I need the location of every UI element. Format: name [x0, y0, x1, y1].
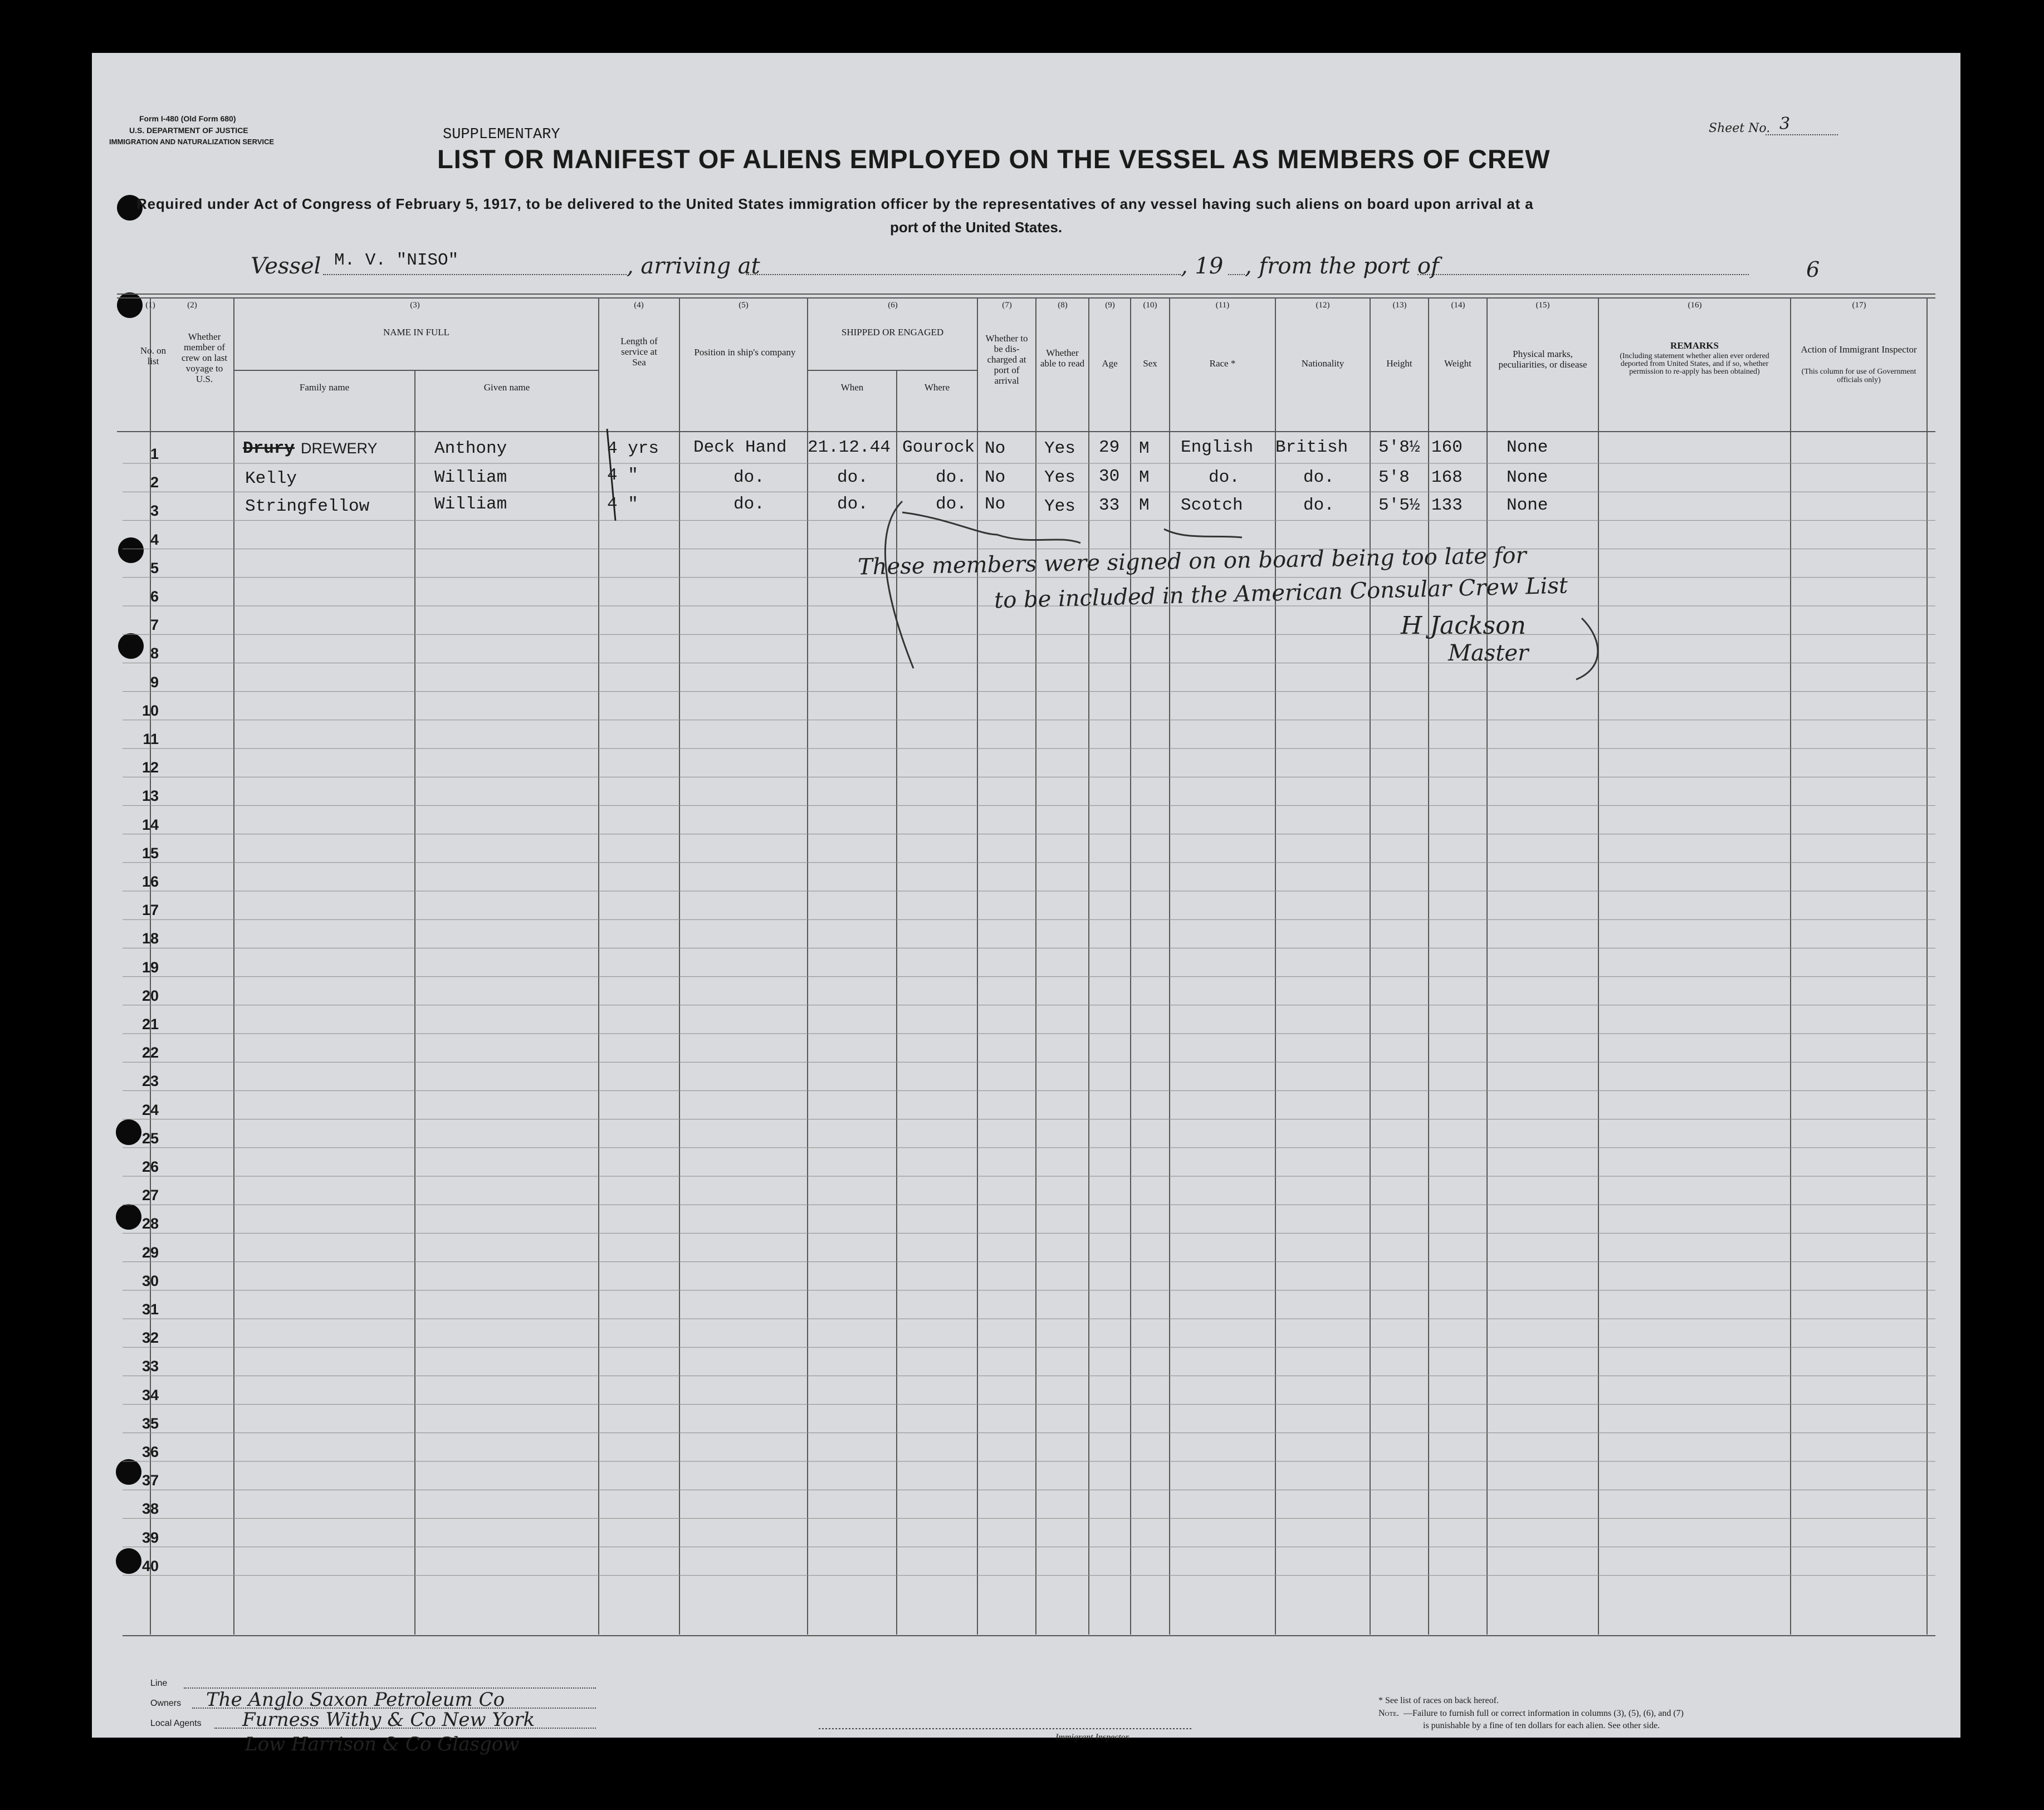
able-to-read: Yes — [1044, 497, 1075, 516]
note-label: Note. — [1378, 1709, 1399, 1718]
physical-marks: None — [1507, 468, 1548, 487]
sheet-label: Sheet No. — [1709, 121, 1771, 135]
shipped-where: do. — [936, 468, 967, 487]
shipped-where: do. — [936, 495, 967, 514]
col-num-3: (3) — [410, 301, 420, 310]
agents-label: Local Agents — [150, 1719, 202, 1728]
corner-mark: 6 — [1806, 257, 1820, 282]
header-height: Height — [1386, 358, 1412, 369]
row-number: 18 — [141, 930, 159, 947]
row-number: 26 — [141, 1158, 159, 1175]
row-number: 19 — [141, 958, 159, 976]
vessel-label: Vessel — [251, 253, 321, 279]
row-number: 34 — [141, 1386, 159, 1403]
weight: 133 — [1431, 496, 1463, 515]
form-id: Form I-480 (Old Form 680) — [139, 114, 236, 123]
col-num-5: (5) — [739, 301, 749, 310]
header-sex: Sex — [1143, 358, 1157, 369]
row-number: 40 — [141, 1557, 159, 1574]
shipped-where: Gourock — [902, 438, 975, 457]
weight: 168 — [1431, 468, 1463, 487]
row-number: 3 — [150, 502, 159, 520]
row-number: 24 — [141, 1101, 159, 1118]
given-name: Anthony — [434, 439, 507, 458]
row-number: 17 — [141, 902, 159, 919]
length-of-service: 4 yrs — [607, 439, 659, 458]
form-subtitle-2: port of the United States. — [890, 219, 1063, 236]
row-number: 22 — [141, 1044, 159, 1061]
department: U.S. DEPARTMENT OF JUSTICE — [129, 126, 248, 135]
family-name: DREWERY — [301, 440, 378, 457]
row-number: 10 — [141, 702, 159, 719]
handwritten-note-line-1: These members were signed on on board being too late for — [857, 542, 1527, 580]
length-of-service: 4 " — [607, 495, 638, 514]
sex: M — [1139, 496, 1150, 515]
handwritten-note-line-2: to be included in the American Consular Crew List — [994, 573, 1568, 614]
row-number: 23 — [141, 1073, 159, 1090]
header-position: Position in ship's company — [694, 347, 796, 358]
row-number: 20 — [141, 987, 159, 1004]
height: 5'8 — [1378, 468, 1410, 487]
col-num-10: (10) — [1143, 301, 1157, 310]
height: 5'8½ — [1378, 438, 1420, 457]
length-of-service: 4 " — [607, 466, 638, 485]
header-able-to-read: Whether able to read — [1040, 348, 1085, 369]
row-number: 1 — [150, 446, 159, 462]
service: IMMIGRATION AND NATURALIZATION SERVICE — [109, 138, 275, 146]
able-to-read: Yes — [1044, 439, 1075, 458]
header-remarks-note: (Including statement whether alien ever ordered deported from United States, and if so, whether permission to re-apply has been obtained) — [1620, 352, 1769, 376]
header-name-in-full: NAME IN FULL — [383, 327, 449, 337]
race: English — [1181, 438, 1254, 457]
owners-value: The Anglo Saxon Petroleum Co — [206, 1689, 505, 1711]
age: 29 — [1099, 438, 1120, 457]
master-title: Master — [1448, 640, 1529, 666]
race: Scotch — [1181, 496, 1243, 515]
form-subtitle: Required under Act of Congress of February 5, 1917, to be delivered to the United States immigration officer by the representatives of any vessel having such aliens on board upon arrival at a — [136, 195, 1534, 212]
physical-marks: None — [1507, 496, 1548, 515]
given-name: William — [434, 468, 507, 487]
col-num-4: (4) — [634, 301, 644, 310]
shipped-when: do. — [837, 468, 868, 487]
age: 30 — [1099, 467, 1120, 486]
col-num-11: (11) — [1215, 301, 1230, 310]
sex: M — [1139, 439, 1150, 458]
sex: M — [1139, 468, 1150, 487]
shipped-when: do. — [837, 495, 868, 514]
line-label: Line — [150, 1679, 168, 1688]
row-number: 30 — [141, 1272, 159, 1289]
owners-label: Owners — [150, 1699, 182, 1708]
header-discharged: Whether to be dis-charged at port of arrival — [985, 333, 1028, 386]
agents-value-1: Furness Withy & Co New York — [242, 1709, 535, 1731]
row-number: 33 — [141, 1358, 159, 1375]
height: 5'5½ — [1378, 496, 1420, 515]
row-number: 39 — [141, 1529, 159, 1546]
col-num-2: (2) — [187, 301, 197, 310]
discharged: No — [985, 495, 1006, 514]
agents-value-2: Low Harrison & Co Glasgow — [245, 1733, 520, 1755]
arriving-label: , arriving at — [627, 253, 760, 279]
given-name: William — [434, 495, 507, 514]
inspector-label: Immigrant Inspector. — [1055, 1733, 1131, 1742]
col-num-15: (15) — [1536, 301, 1550, 310]
able-to-read: Yes — [1044, 468, 1075, 487]
row-number: 21 — [141, 1016, 159, 1033]
header-no-on-list: No. on list — [140, 345, 167, 366]
races-note: * See list of races on back hereof. — [1378, 1696, 1499, 1705]
row-number: 29 — [141, 1244, 159, 1261]
position: do. — [734, 468, 765, 487]
row-number: 9 — [150, 673, 159, 691]
row-number: 35 — [141, 1415, 159, 1432]
position: do. — [734, 495, 765, 514]
position: Deck Hand — [693, 438, 787, 457]
family-name: Kelly — [245, 469, 297, 488]
col-num-14: (14) — [1451, 301, 1465, 310]
row-number: 8 — [150, 645, 159, 662]
header-age: Age — [1102, 358, 1118, 369]
shipped-when: 21.12.44 — [808, 438, 891, 457]
master-signature: H Jackson — [1401, 612, 1526, 640]
row-number: 31 — [141, 1301, 159, 1318]
sheet-number: 3 — [1779, 114, 1791, 134]
family-name: Stringfellow — [245, 497, 370, 516]
col-num-9: (9) — [1105, 301, 1115, 310]
header-when: When — [840, 382, 864, 393]
col-num-7: (7) — [1002, 301, 1012, 310]
race: do. — [1209, 468, 1240, 487]
row-number: 6 — [150, 588, 159, 605]
col-num-1: (1) — [145, 301, 155, 310]
row-number: 15 — [141, 844, 159, 862]
header-remarks: REMARKS — [1670, 340, 1719, 351]
nationality: British — [1275, 438, 1348, 457]
header-given-name: Given name — [483, 382, 530, 393]
row-number: 25 — [141, 1129, 159, 1147]
row-number: 2 — [150, 474, 159, 491]
note-text-2: is punishable by a fine of ten dollars for each alien. See other side. — [1423, 1721, 1660, 1730]
header-action-note: (This column for use of Government officials only) — [1801, 368, 1916, 384]
row-number: 13 — [141, 787, 159, 805]
row-number: 27 — [141, 1187, 159, 1204]
col-num-17: (17) — [1852, 301, 1866, 310]
row-number: 7 — [150, 617, 159, 634]
header-nationality: Nationality — [1301, 358, 1344, 369]
year-label: , 19 — [1181, 253, 1224, 279]
row-number: 38 — [141, 1500, 159, 1518]
row-number: 28 — [141, 1215, 159, 1232]
col-num-16: (16) — [1688, 301, 1702, 310]
physical-marks: None — [1507, 438, 1548, 457]
port-label: , from the port of — [1245, 253, 1439, 279]
vessel-name: M. V. "NISO" — [334, 251, 459, 270]
header-race: Race * — [1209, 358, 1236, 369]
supplementary-stamp: SUPPLEMENTARY — [443, 126, 560, 143]
header-action: Action of Immigrant Inspector — [1801, 344, 1917, 355]
header-weight: Weight — [1444, 358, 1471, 369]
header-family-name: Family name — [299, 382, 350, 393]
header-where: Where — [924, 382, 950, 393]
header-whether-member: Whether member of crew on last voyage to U.S. — [181, 331, 228, 384]
col-num-13: (13) — [1392, 301, 1407, 310]
row-number: 37 — [141, 1472, 159, 1489]
agents-field — [214, 1728, 596, 1729]
discharged: No — [985, 439, 1006, 458]
header-shipped: SHIPPED OR ENGAGED — [841, 327, 944, 337]
note-text-1: —Failure to furnish full or correct information in columns (3), (5), (6), and (7) — [1404, 1709, 1684, 1718]
row-number: 5 — [150, 559, 159, 576]
age: 33 — [1099, 496, 1120, 515]
row-number: 12 — [141, 759, 159, 776]
col-num-12: (12) — [1316, 301, 1330, 310]
row-number: 32 — [141, 1329, 159, 1347]
row-number: 4 — [150, 531, 159, 548]
discharged: No — [985, 468, 1006, 487]
page-title: LIST OR MANIFEST OF ALIENS EMPLOYED ON THE VESSEL AS MEMBERS OF CREW — [437, 144, 1551, 174]
col-num-8: (8) — [1058, 301, 1068, 310]
row-number: 36 — [141, 1444, 159, 1460]
row-number: 14 — [141, 816, 159, 833]
row-number: 11 — [143, 731, 159, 747]
col-num-6: (6) — [888, 301, 898, 310]
row-number: 16 — [141, 873, 159, 890]
nationality: do. — [1303, 468, 1334, 487]
family-name-struck: Drury — [243, 439, 295, 458]
weight: 160 — [1431, 438, 1463, 457]
nationality: do. — [1303, 496, 1334, 515]
header-length-service: Length of service at Sea — [620, 336, 658, 368]
header-physical: Physical marks, peculiarities, or disease — [1498, 349, 1587, 370]
